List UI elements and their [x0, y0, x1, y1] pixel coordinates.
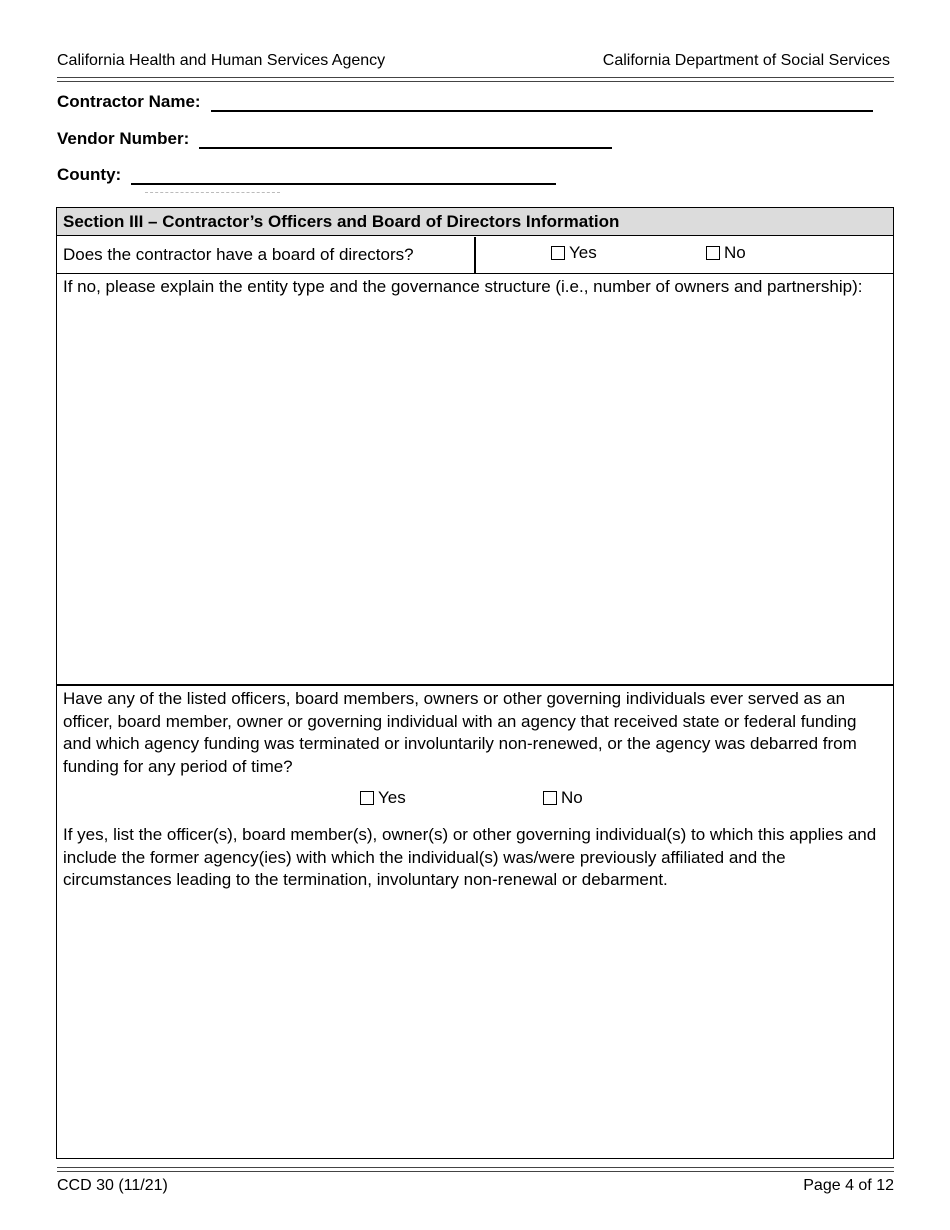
county-field[interactable] — [57, 165, 556, 185]
checkbox-icon[interactable] — [360, 791, 374, 805]
faint-artifact — [145, 192, 280, 195]
checkbox-icon[interactable] — [551, 246, 565, 260]
contractor-name-field[interactable] — [57, 92, 873, 112]
page-number: Page 4 of 12 — [803, 1177, 894, 1194]
row-divider — [474, 237, 476, 273]
board-yes-label: Yes — [569, 243, 597, 262]
contractor-name-label: Contractor Name: — [57, 92, 201, 111]
funding-yes-label: Yes — [378, 788, 406, 807]
vendor-number-field[interactable] — [57, 129, 612, 149]
vendor-number-input-line[interactable] — [199, 129, 612, 149]
section-title: Section III – Contractor’s Officers and Board of Directors Information — [57, 208, 893, 236]
footer-rule — [57, 1167, 894, 1172]
checkbox-icon[interactable] — [543, 791, 557, 805]
header-rule — [57, 77, 894, 82]
section-iii-box — [56, 207, 894, 1159]
board-no-option[interactable] — [706, 243, 746, 263]
department-header: California Department of Social Services — [602, 52, 890, 69]
contractor-name-input-line[interactable] — [211, 92, 873, 112]
county-label: County: — [57, 165, 122, 184]
board-question-row — [57, 237, 893, 274]
funding-no-label: No — [561, 788, 583, 807]
form-id: CCD 30 (11/21) — [57, 1177, 168, 1194]
funding-question: Have any of the listed officers, board members, owners or other governing individuals ever served as an officer, board member, owner or governing individual with an agency that received state or federal funding and which agency funding was terminated or involuntarily non-renewed, or the agency was debarred from funding for any period of time? — [63, 689, 857, 776]
board-no-label: No — [724, 243, 746, 262]
vendor-number-label: Vendor Number: — [57, 129, 190, 148]
county-input-line[interactable] — [131, 165, 556, 185]
board-yes-option[interactable] — [551, 243, 597, 263]
section-divider — [57, 684, 893, 686]
board-question: Does the contractor have a board of directors? — [63, 245, 414, 264]
explain-prompt: If no, please explain the entity type and the governance structure (i.e., number of owners and partnership): — [63, 277, 863, 296]
checkbox-icon[interactable] — [706, 246, 720, 260]
funding-yes-option[interactable] — [360, 788, 406, 808]
agency-header: California Health and Human Services Agency — [57, 52, 386, 69]
if-yes-prompt: If yes, list the officer(s), board member(s), owner(s) or other governing individual(s) to which this applies and include the former agency(ies) with which the individual(s) was/were previously affiliated and the circumstances leading to the termination, involuntary non-renewal or debarment. — [63, 825, 877, 889]
funding-no-option[interactable] — [543, 788, 583, 808]
